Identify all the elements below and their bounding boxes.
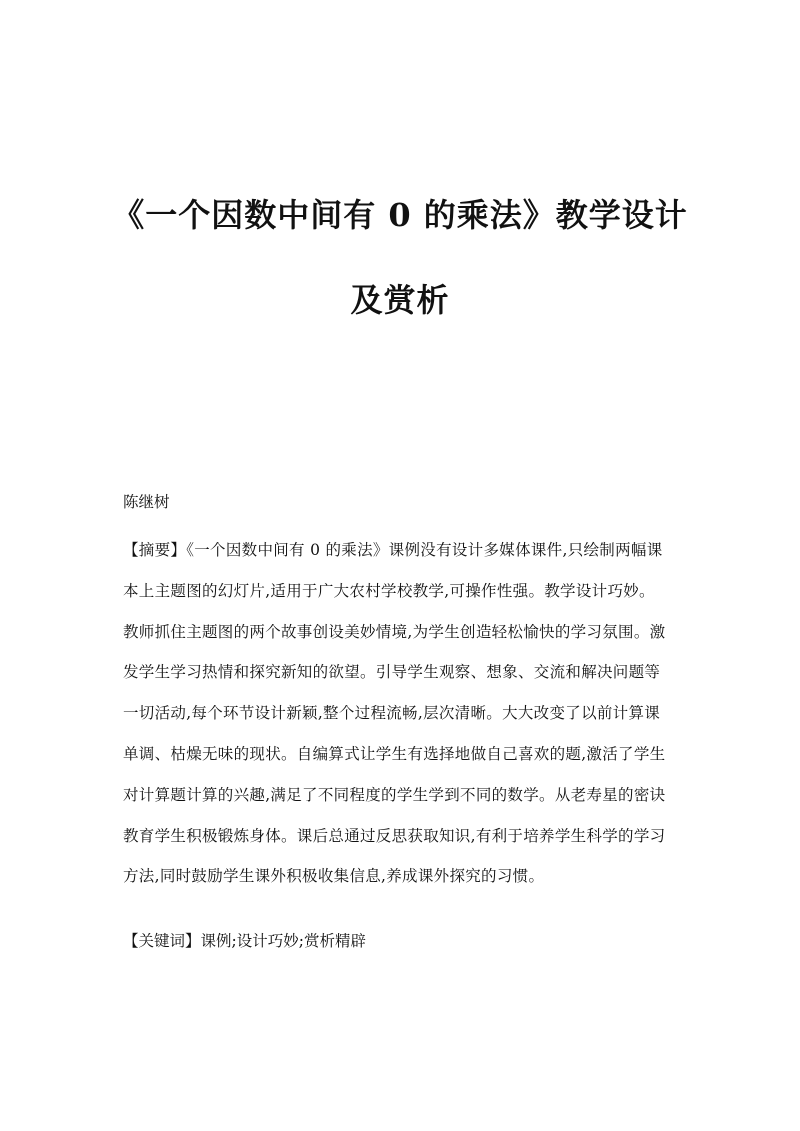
abstract-line: 方法,同时鼓励学生课外积极收集信息,养成课外探究的习惯。	[123, 867, 545, 886]
abstract-line: 一切活动,每个环节设计新颖,整个过程流畅,层次清晰。大大改变了以前计算课	[123, 704, 661, 723]
abstract-line: 对计算题计算的兴趣,满足了不同程度的学生学到不同的数学。从老寿星的密诀	[123, 785, 666, 804]
document-title-line-2: 及赏析	[350, 281, 450, 319]
abstract-line: 发学生学习热情和探究新知的欲望。引导学生观察、想象、交流和解决问题等	[123, 663, 661, 682]
abstract-line: 教育学生积极锻炼身体。课后总通过反思获取知识,有利于培养学生科学的学习	[123, 826, 666, 845]
abstract-line: 单调、枯燥无味的现状。自编算式让学生有选择地做自己喜欢的题,激活了学生	[123, 744, 666, 763]
abstract-paragraph	[123, 539, 683, 906]
abstract-line: 本上主题图的幻灯片,适用于广大农村学校教学,可操作性强。教学设计巧妙。	[123, 581, 655, 600]
document-title-line-1: 《一个因数中间有 0 的乘法》教学设计	[112, 196, 688, 234]
keywords-line: 【关键词】课例;设计巧妙;赏析精辟	[123, 932, 366, 950]
abstract-line: 教师抓住主题图的两个故事创设美妙情境,为学生创造轻松愉快的学习氛围。激	[123, 622, 666, 641]
author-name: 陈继树	[123, 493, 170, 511]
abstract-line: 【摘要】《一个因数中间有 0 的乘法》课例没有设计多媒体课件,只绘制两幅课	[123, 541, 663, 559]
